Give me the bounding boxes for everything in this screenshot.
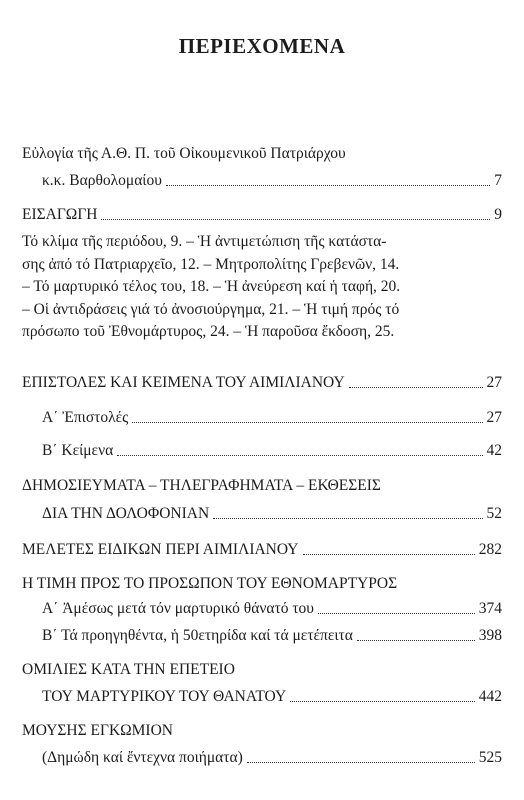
dot-leader <box>166 184 490 186</box>
toc-entry-honor-a[interactable] <box>42 598 502 620</box>
summary-line: – Οἱ ἀντιδράσεις γιά τό ἀνοσιούργημα, 21. – Ἡ τιμή πρός τό <box>22 300 400 318</box>
dot-leader <box>247 761 475 763</box>
dot-leader <box>101 218 490 220</box>
toc-entry-muse[interactable] <box>22 720 502 742</box>
page-title: ΠΕΡΙΕΧΟΜΕΝΑ <box>178 34 346 58</box>
summary-line: πρόσωπο τοῦ Ἐθνομάρτυρος, 24. – Ἡ παροῦσα ἔκδοση, 25. <box>22 323 395 340</box>
toc-page-number: 42 <box>486 442 502 459</box>
toc-entry-title: ΕΙΣΑΓΩΓΗ <box>22 206 98 223</box>
summary-line: σης ἀπό τό Πατριαρχεῖο, 12. – Μητροπολίτης Γρεβενῶν, 14. <box>22 255 400 273</box>
toc-page-number: 525 <box>478 749 502 766</box>
toc-entry-title: ΜΕΛΕΤΕΣ ΕΙΔΙΚΩΝ ΠΕΡΙ ΑΙΜΙΛΙΑΝΟΥ <box>22 541 299 558</box>
toc-entry-title: ΔΗΜΟΣΙΕΥΜΑΤΑ – ΤΗΛΕΓΡΑΦΗΜΑΤΑ – ΕΚΘΕΣΕΙΣ <box>22 477 381 494</box>
toc-entry-title: Β΄ Τά προηγηθέντα, ἡ 50ετηρίδα καί τά μετέπειτα <box>42 627 353 644</box>
dot-leader <box>318 612 475 614</box>
toc-entry-title: (Δημώδη καί ἔντεχνα ποιήματα) <box>42 749 243 766</box>
toc-entry-title: Η ΤΙΜΗ ΠΡΟΣ ΤΟ ΠΡΟΣΩΠΟΝ ΤΟΥ ΕΘΝΟΜΑΡΤΥΡΟΣ <box>22 575 398 592</box>
toc-entry-title: ΔΙΑ ΤΗΝ ΔΟΛΟΦΟΝΙΑΝ <box>42 505 210 522</box>
toc-page-number: 27 <box>486 409 502 426</box>
dot-leader <box>132 421 482 423</box>
toc-entry-publications[interactable] <box>22 475 502 497</box>
toc-page-number: 442 <box>478 688 502 705</box>
toc-entry-letters[interactable] <box>22 372 502 394</box>
dot-leader <box>213 517 482 519</box>
toc-entry-title: ΟΜΙΛΙΕΣ ΚΑΤΑ ΤΗΝ ΕΠΕΤΕΙΟ <box>22 661 235 678</box>
toc-entry-muse-cont[interactable] <box>42 747 502 769</box>
summary-line: Τό κλίμα τῆς περιόδου, 9. – Ἡ ἀντιμετώπιση τῆς κατάστα- <box>22 233 387 250</box>
toc-page-number: 374 <box>478 600 502 617</box>
toc-entry-title: Β΄ Κείμενα <box>42 442 114 459</box>
toc-entry-title: Α΄ Ἀμέσως μετά τόν μαρτυρικό θάνατό του <box>42 600 314 617</box>
toc-entry-title: ΕΠΙΣΤΟΛΕΣ ΚΑΙ ΚΕΙΜΕΝΑ ΤΟΥ ΑΙΜΙΛΙΑΝΟΥ <box>22 374 345 391</box>
toc-entry-introduction[interactable] <box>22 204 502 226</box>
toc-entry-title: ΜΟΥΣΗΣ ΕΓΚΩΜΙΟΝ <box>22 722 173 739</box>
toc-page-number: 398 <box>478 627 502 644</box>
toc-page-number: 9 <box>494 206 502 223</box>
toc-entry-letters-b[interactable] <box>42 440 502 462</box>
toc-entry-studies[interactable] <box>22 539 502 561</box>
introduction-summary <box>22 231 502 344</box>
toc-entry-title: Εὐλογία τῆς Α.Θ. Π. τοῦ Οἰκουμενικοῦ Πατριάρχου <box>22 145 346 162</box>
toc-entry-title: ΤΟΥ ΜΑΡΤΥΡΙΚΟΥ ΤΟΥ ΘΑΝΑΤΟΥ <box>42 688 287 705</box>
dot-leader <box>290 700 475 702</box>
dot-leader <box>117 454 482 456</box>
toc-entry-blessing-cont[interactable] <box>42 170 502 192</box>
toc-page-number: 27 <box>486 374 502 391</box>
dot-leader <box>357 639 475 641</box>
toc-entry-homilies[interactable] <box>22 659 502 681</box>
toc-entry-letters-a[interactable] <box>42 407 502 429</box>
summary-line: – Τό μαρτυρικό τέλος του, 18. – Ἡ ἀνεύρεση καί ἡ ταφή, 20. <box>22 278 401 295</box>
toc-entry-title: κ.κ. Βαρθολομαίου <box>42 172 162 189</box>
toc-entry-blessing[interactable] <box>22 143 502 165</box>
dot-leader <box>303 553 475 555</box>
toc-entry-publications-cont[interactable] <box>42 503 502 525</box>
toc-entry-homilies-cont[interactable] <box>42 686 502 708</box>
toc-page-number: 52 <box>486 505 502 522</box>
toc-entry-honor[interactable] <box>22 573 502 595</box>
toc-page-number: 7 <box>494 172 502 189</box>
toc-entry-title: Α΄ Ἐπιστολές <box>42 409 129 426</box>
toc-page-number: 282 <box>478 541 502 558</box>
toc-entry-honor-b[interactable] <box>42 625 502 647</box>
dot-leader <box>349 386 483 388</box>
